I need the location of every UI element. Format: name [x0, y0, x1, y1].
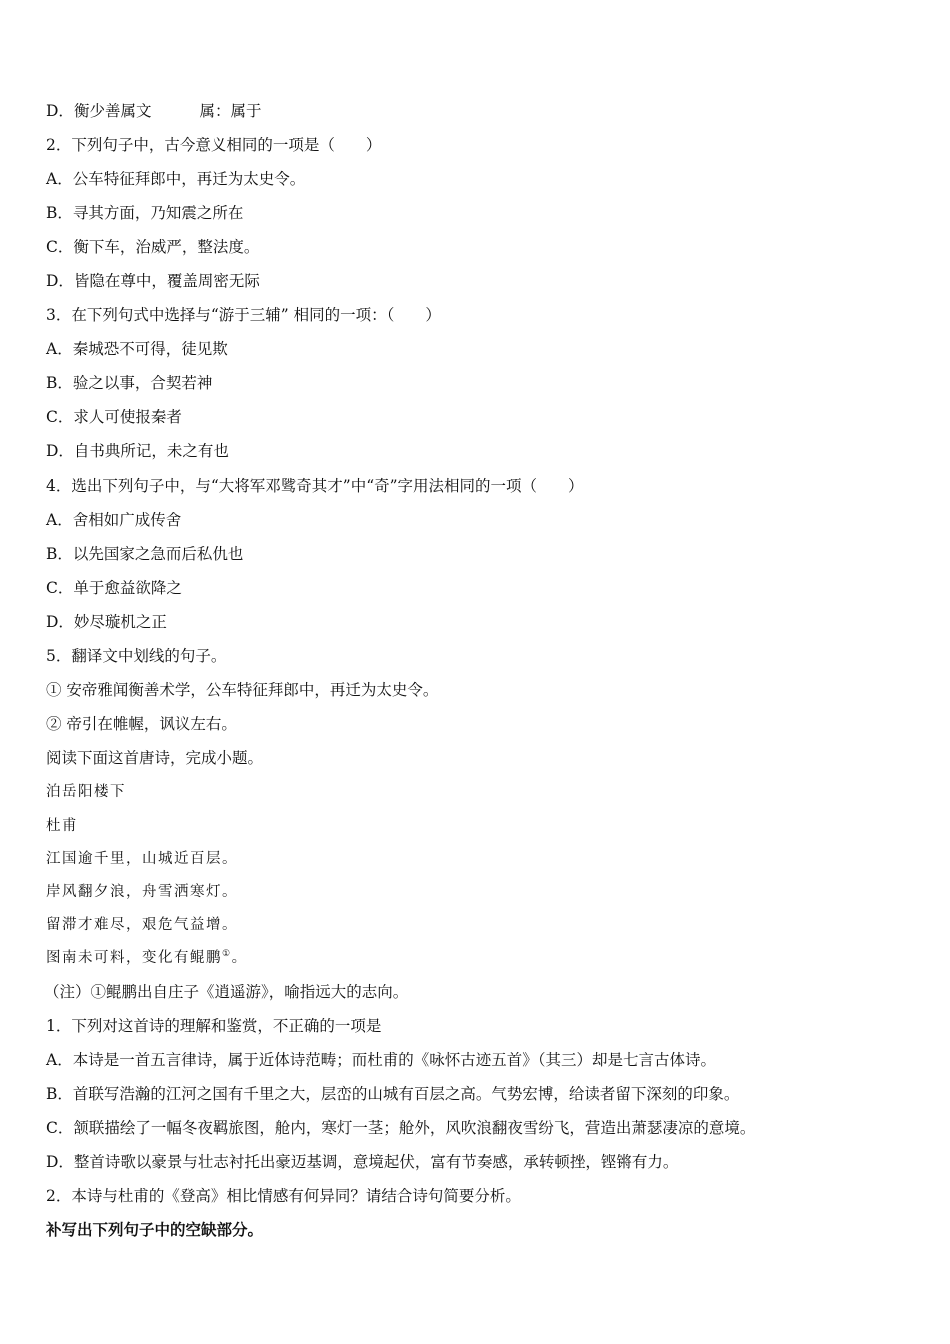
poem-question-1-option-b: B．首联写浩瀚的江河之国有千里之大，层峦的山城有百层之高。气势宏博，给读者留下深刻的印象。 — [46, 1085, 740, 1103]
poem-question-1-option-a: A．本诗是一首五言律诗，属于近体诗范畴；而杜甫的《咏怀古迹五首》（其三）却是七言古体诗。 — [46, 1051, 716, 1069]
poem-title: 泊岳阳楼下 — [46, 784, 126, 800]
question-4-option-c: C．单于愈益欲降之 — [46, 579, 182, 597]
poem-note: （注）①鲲鹏出自庄子《逍遥游》，喻指远大的志向。 — [44, 983, 409, 1001]
question-3-stem: 3．在下列句式中选择与“游于三辅” 相同的一项：（ ） — [46, 306, 441, 324]
question-3-option-d: D．自书典所记，未之有也 — [46, 442, 229, 460]
footnote-marker: ① — [222, 949, 232, 960]
question-4-option-b: B．以先国家之急而后私仇也 — [46, 545, 244, 563]
section-heading: 补写出下列句子中的空缺部分。 — [46, 1220, 264, 1239]
poem-question-1-option-c: C．颔联描绘了一幅冬夜羁旅图，舱内，寒灯一茎；舱外，风吹浪翻夜雪纷飞，营造出萧瑟凄凉的意境。 — [46, 1119, 756, 1137]
poem-intro: 阅读下面这首唐诗，完成小题。 — [46, 749, 264, 767]
poem-question-1-option-d: D．整首诗歌以豪景与壮志衬托出豪迈基调，意境起伏，富有节奏感，承转顿挫，铿锵有力。 — [46, 1153, 679, 1171]
poem-author: 杜甫 — [46, 818, 78, 834]
poem-line-3: 留滞才难尽，艰危气益增。 — [46, 917, 238, 933]
poem-question-2-stem: 2．本诗与杜甫的《登高》相比情感有何异同？请结合诗句简要分析。 — [46, 1187, 521, 1205]
question-3-option-c: C．求人可使报秦者 — [46, 408, 182, 426]
poem-line-1: 江国逾千里，山城近百层。 — [46, 851, 238, 867]
poem-line-4: 图南未可料，变化有鲲鹏①。 — [46, 949, 248, 966]
question-5-stem: 5．翻译文中划线的句子。 — [46, 647, 227, 665]
poem-line-2: 岸风翻夕浪，舟雪洒寒灯。 — [46, 884, 238, 900]
question-5-item-1: ① 安帝雅闻衡善术学，公车特征拜郎中，再迁为太史令。 — [46, 681, 439, 699]
question-3-option-a: A．秦城恐不可得，徒见欺 — [46, 340, 228, 358]
q1-option-d: D．衡少善属文 属：属于 — [46, 102, 262, 120]
poem-question-1-stem: 1．下列对这首诗的理解和鉴赏，不正确的一项是 — [46, 1017, 382, 1035]
question-5-item-2: ② 帝引在帷幄，讽议左右。 — [46, 715, 237, 733]
question-2-stem: 2．下列句子中，古今意义相同的一项是（ ） — [46, 136, 382, 154]
question-2-option-b: B．寻其方面，乃知震之所在 — [46, 204, 244, 222]
question-4-option-a: A．舍相如广成传舍 — [46, 511, 182, 529]
question-2-option-d: D．皆隐在尊中，覆盖周密无际 — [46, 272, 260, 290]
question-4-option-d: D．妙尽璇机之正 — [46, 613, 167, 631]
question-2-option-a: A．公车特征拜郎中，再迁为太史令。 — [46, 170, 306, 188]
question-2-option-c: C．衡下车，治威严，整法度。 — [46, 238, 260, 256]
question-4-stem: 4．选出下列句子中，与“大将军邓骘奇其才”中“奇”字用法相同的一项（ ） — [46, 477, 584, 495]
question-3-option-b: B．验之以事，合契若神 — [46, 374, 213, 392]
